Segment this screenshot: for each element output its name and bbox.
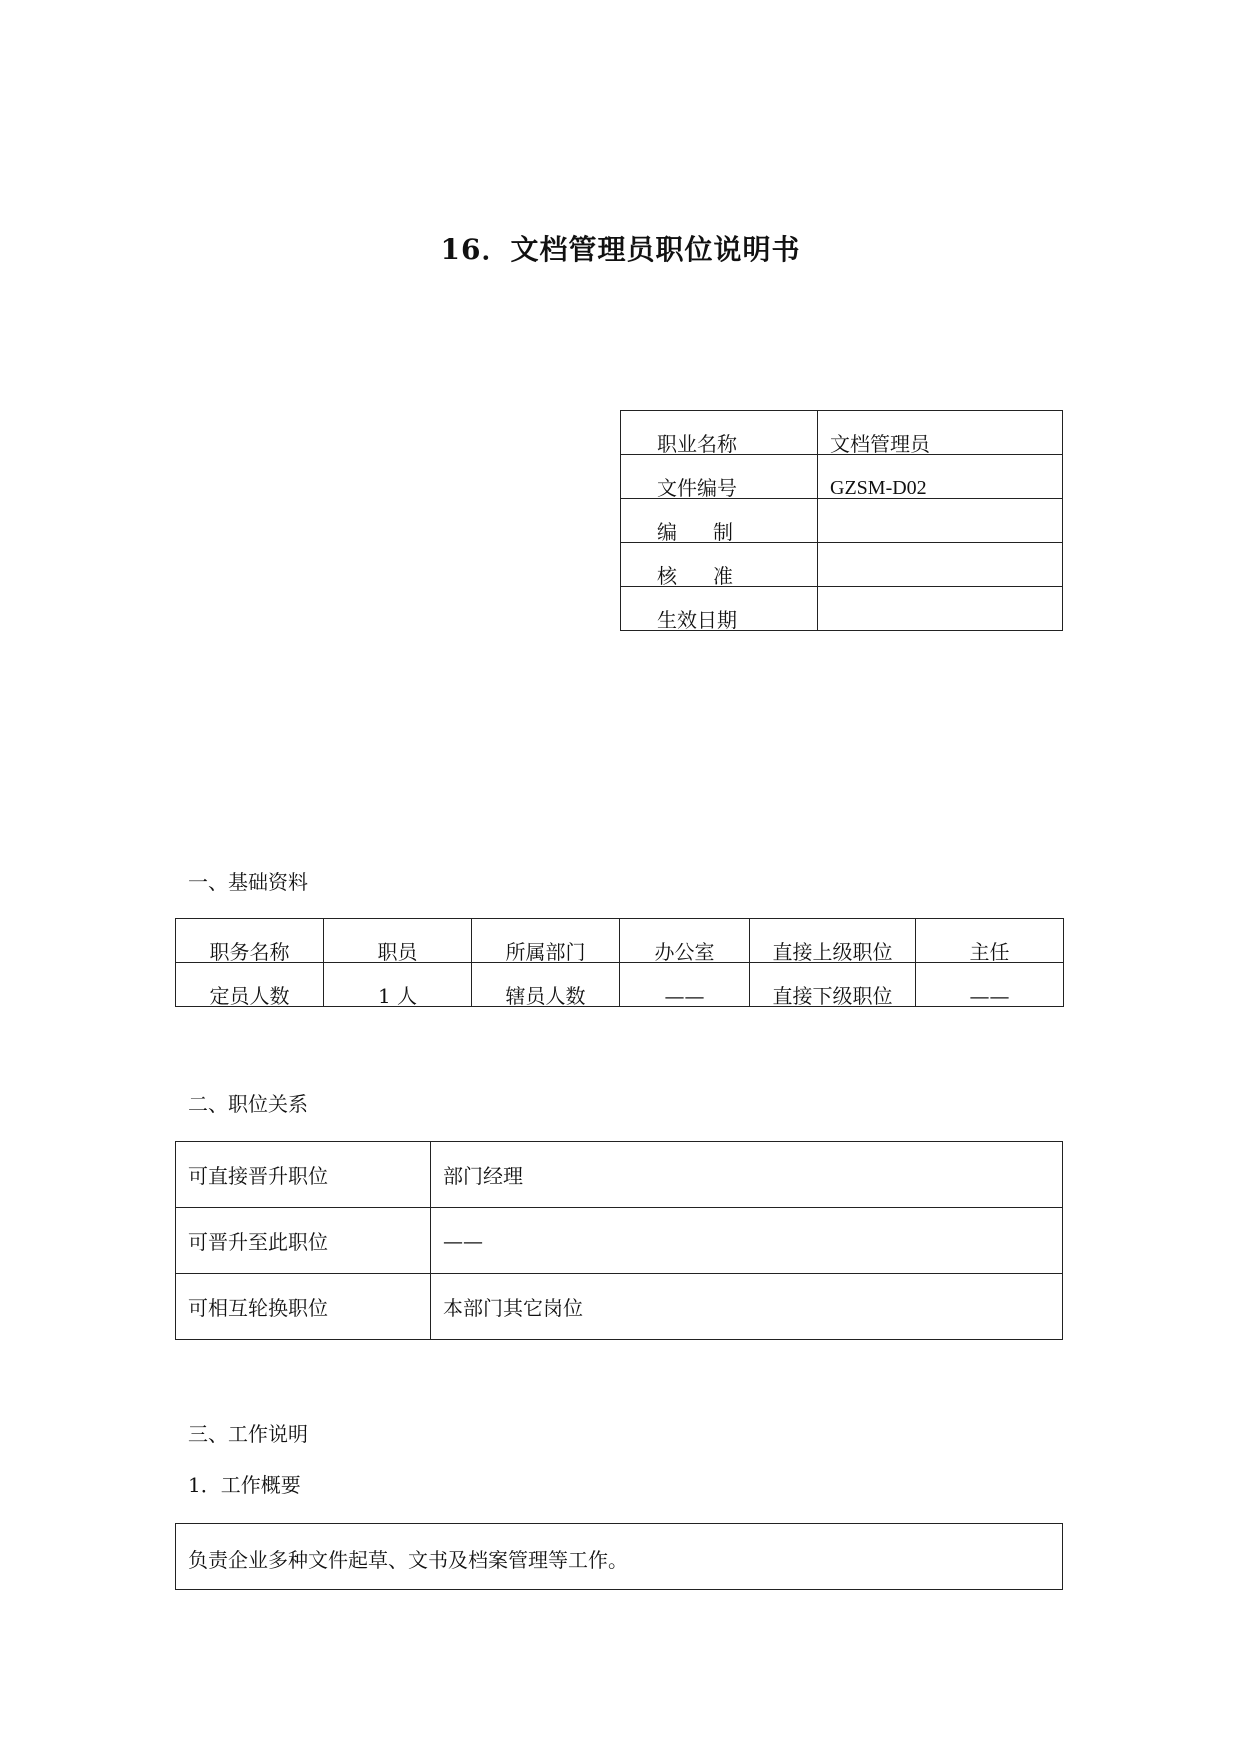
document-title: 16．文档管理员职位说明书 bbox=[440, 233, 801, 266]
table-row bbox=[176, 1142, 1063, 1208]
table-row bbox=[176, 1208, 1063, 1274]
document-meta-table bbox=[620, 410, 1063, 631]
meta-value bbox=[818, 587, 1063, 631]
meta-label-text: 制 bbox=[713, 520, 733, 544]
meta-label bbox=[621, 411, 818, 455]
meta-label-text: 准 bbox=[713, 564, 733, 588]
work-summary-box bbox=[175, 1523, 1063, 1590]
meta-label bbox=[621, 543, 818, 587]
table-cell: —— bbox=[620, 963, 750, 1007]
meta-label-text: 生效日期 bbox=[657, 608, 737, 632]
relation-value: 部门经理 bbox=[431, 1142, 1063, 1208]
basic-info-table bbox=[175, 918, 1064, 1007]
relation-label: 可直接晋升职位 bbox=[176, 1142, 431, 1208]
relation-label: 可相互轮换职位 bbox=[176, 1274, 431, 1340]
meta-row bbox=[621, 499, 1063, 543]
subheading-work-summary: 1．工作概要 bbox=[188, 1473, 301, 1497]
table-cell: 所属部门 bbox=[472, 919, 620, 963]
meta-value bbox=[818, 543, 1063, 587]
meta-label bbox=[621, 587, 818, 631]
meta-value bbox=[818, 499, 1063, 543]
table-cell: 辖员人数 bbox=[472, 963, 620, 1007]
meta-row bbox=[621, 587, 1063, 631]
table-row bbox=[176, 1274, 1063, 1340]
meta-row bbox=[621, 411, 1063, 455]
meta-label-text: 职业名称 bbox=[657, 432, 737, 456]
section-heading-work-description: 三、工作说明 bbox=[188, 1422, 308, 1446]
meta-row bbox=[621, 455, 1063, 499]
relation-value: 本部门其它岗位 bbox=[431, 1274, 1063, 1340]
table-row bbox=[176, 963, 1064, 1007]
table-cell: 直接下级职位 bbox=[750, 963, 916, 1007]
meta-label bbox=[621, 455, 818, 499]
work-summary-text: 负责企业多种文件起草、文书及档案管理等工作。 bbox=[188, 1548, 628, 1572]
table-cell: 主任 bbox=[916, 919, 1064, 963]
meta-label bbox=[621, 499, 818, 543]
relation-label: 可晋升至此职位 bbox=[176, 1208, 431, 1274]
section-heading-position-relations: 二、职位关系 bbox=[188, 1092, 308, 1116]
meta-label-text: 文件编号 bbox=[657, 476, 737, 500]
table-cell: 办公室 bbox=[620, 919, 750, 963]
table-cell: 1 人 bbox=[324, 963, 472, 1007]
relation-value: —— bbox=[431, 1208, 1063, 1274]
meta-label-text: 编 bbox=[657, 520, 677, 544]
meta-value: GZSM-D02 bbox=[818, 455, 1063, 499]
meta-value: 文档管理员 bbox=[818, 411, 1063, 455]
meta-label-text: 核 bbox=[657, 564, 677, 588]
meta-row bbox=[621, 543, 1063, 587]
table-cell: 职务名称 bbox=[176, 919, 324, 963]
table-cell: 定员人数 bbox=[176, 963, 324, 1007]
section-heading-basic-info: 一、基础资料 bbox=[188, 870, 308, 894]
table-cell: 职员 bbox=[324, 919, 472, 963]
table-cell: 直接上级职位 bbox=[750, 919, 916, 963]
table-row bbox=[176, 919, 1064, 963]
table-cell: —— bbox=[916, 963, 1064, 1007]
position-relations-table bbox=[175, 1141, 1063, 1340]
